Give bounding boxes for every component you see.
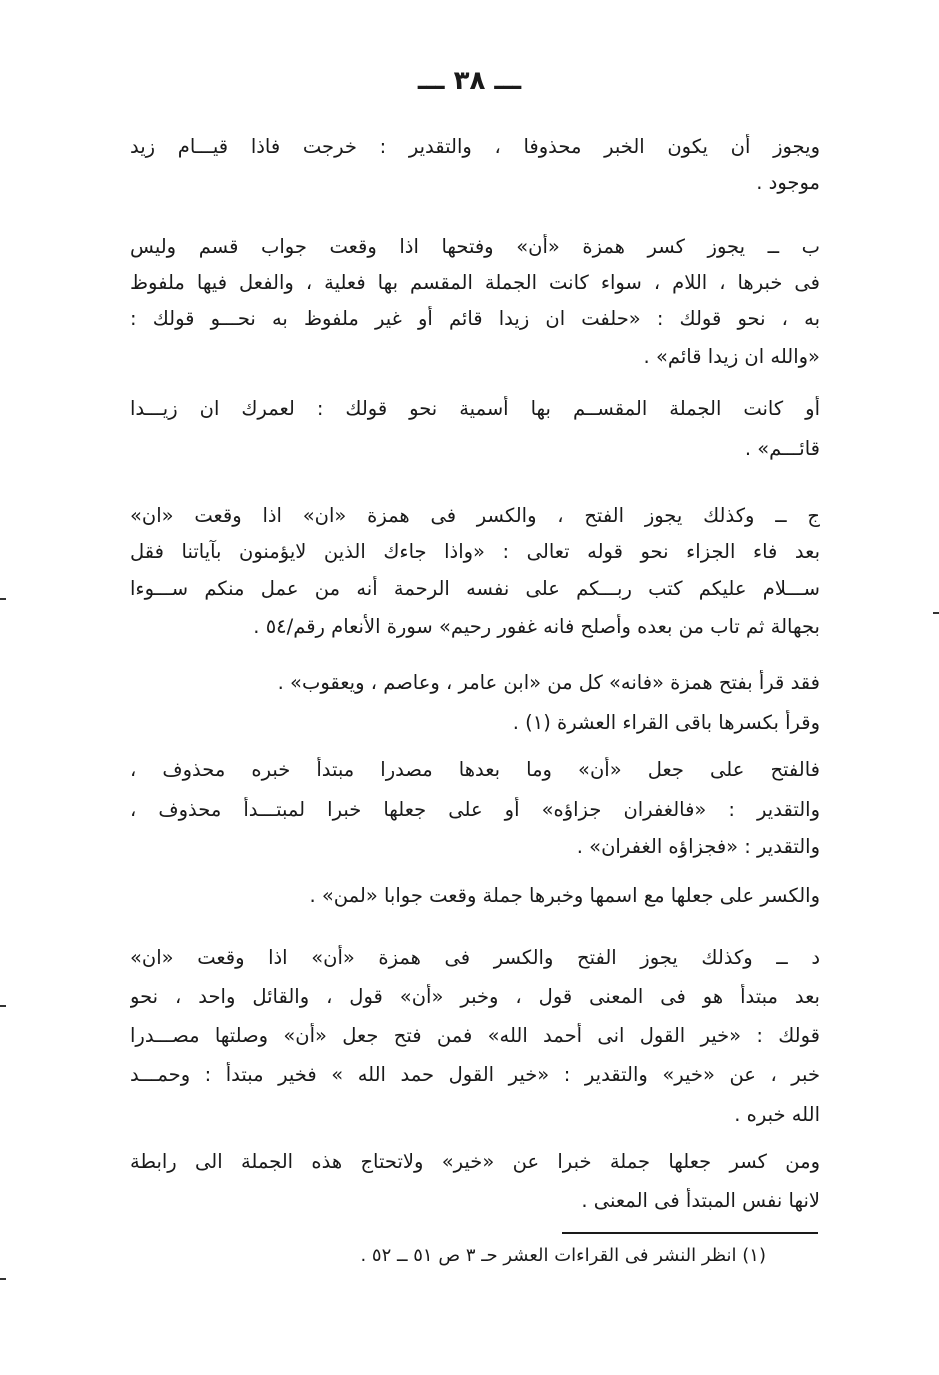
text-line: والتقدير : «فالغفران جزاؤه» أو على جعلها خبرا لمبتـــدأ محذوف ، bbox=[130, 798, 820, 821]
scan-mark bbox=[0, 1005, 6, 1007]
text-line: لانها نفس المبتدأ فى المعنى . bbox=[581, 1189, 820, 1212]
text-line: والكسر على جعلها مع اسمها وخبرها جملة وقعت جوابا «لمن» . bbox=[309, 884, 820, 907]
text-line: وقرأ بكسرها باقى القراء العشرة (١) . bbox=[512, 711, 820, 734]
scan-mark bbox=[0, 1278, 6, 1280]
text-line: والتقدير : «فجزاؤه الغفران» . bbox=[576, 835, 820, 858]
text-line: قولك : «خير القول انى أحمد الله» فمن فتح جعل «أن» وصلتها مصـــدرا bbox=[130, 1024, 820, 1047]
text-line: أو كانت الجملة المقســم بها أسمية نحو قولك : لعمرك ان زيـــدا bbox=[130, 397, 820, 420]
text-line: قائـــم» . bbox=[744, 437, 820, 460]
text-line: ب ــ يجوز كسر همزة «أن» وفتحها اذا وقعت جواب قسم وليس bbox=[130, 235, 820, 258]
text-line: ج ــ وكذلك يجوز الفتح ، والكسر فى همزة «ان» اذا وقعت «ان» bbox=[130, 504, 820, 527]
text-line: موجود . bbox=[756, 171, 820, 194]
text-line: بعد فاء الجزاء نحو قوله تعالى : «واذا جاءك الذين لايؤمنون بآياتنا فقل bbox=[130, 540, 820, 563]
text-line: فالفتح على جعل «أن» وما بعدها مصدرا مبتدأ خبره محذوف ، bbox=[130, 758, 820, 781]
text-line: ومن كسر جعلها جملة خبرا عن «خير» ولاتحتاج هذه الجملة الى رابطة bbox=[130, 1150, 820, 1173]
text-line: ســـلام عليكم كتب ربـــكم على نفسه الرحمة أنه من عمل منكم ســـوءا bbox=[130, 577, 820, 600]
text-line: الله خبره . bbox=[734, 1103, 820, 1126]
text-line: خبر ، عن «خير» والتقدير : «خير القول حمد الله » فخير مبتدأ : وحمـــد bbox=[130, 1063, 820, 1086]
text-line: فى خبرها ، اللام ، سواء كانت الجملة المقسم بها فعلية ، والفعل فيها ملفوظ bbox=[130, 271, 820, 294]
text-line: به ، نحو قولك : «حلفت ان زيدا قائم أو غير ملفوظ به نحـــو قولك : bbox=[130, 307, 820, 330]
text-line: بجهالة ثم تاب من بعده وأصلح فانه غفور رحيم» سورة الأنعام رقم/٥٤ . bbox=[253, 615, 820, 638]
text-line: د ــ وكذلك يجوز الفتح والكسر فى همزة «أن» اذا وقعت «ان» bbox=[130, 946, 820, 969]
footnote-separator bbox=[562, 1232, 818, 1234]
text-line: «والله ان زيدا قائم» . bbox=[643, 345, 820, 368]
scan-mark bbox=[933, 612, 939, 614]
page-number: ـــ ٣٨ ـــ bbox=[417, 66, 522, 96]
text-line: ويجوز أن يكون الخبر محذوفا ، والتقدير : خرجت فاذا قيـــام زيد bbox=[130, 135, 820, 158]
scan-mark bbox=[0, 598, 6, 600]
text-line: فقد قرأ بفتح همزة «فانه» كل من «ابن عامر ، وعاصم ، ويعقوب» . bbox=[277, 671, 820, 694]
text-line: بعد مبتدأ هو فى المعنى قول ، وخبر «أن» قول ، والقائل واحد ، نحو bbox=[130, 985, 820, 1008]
footnote: (١) انظر النشر فى القراءات العشر حـ ٣ ص ٥١ ــ ٥٢ . bbox=[360, 1245, 766, 1266]
